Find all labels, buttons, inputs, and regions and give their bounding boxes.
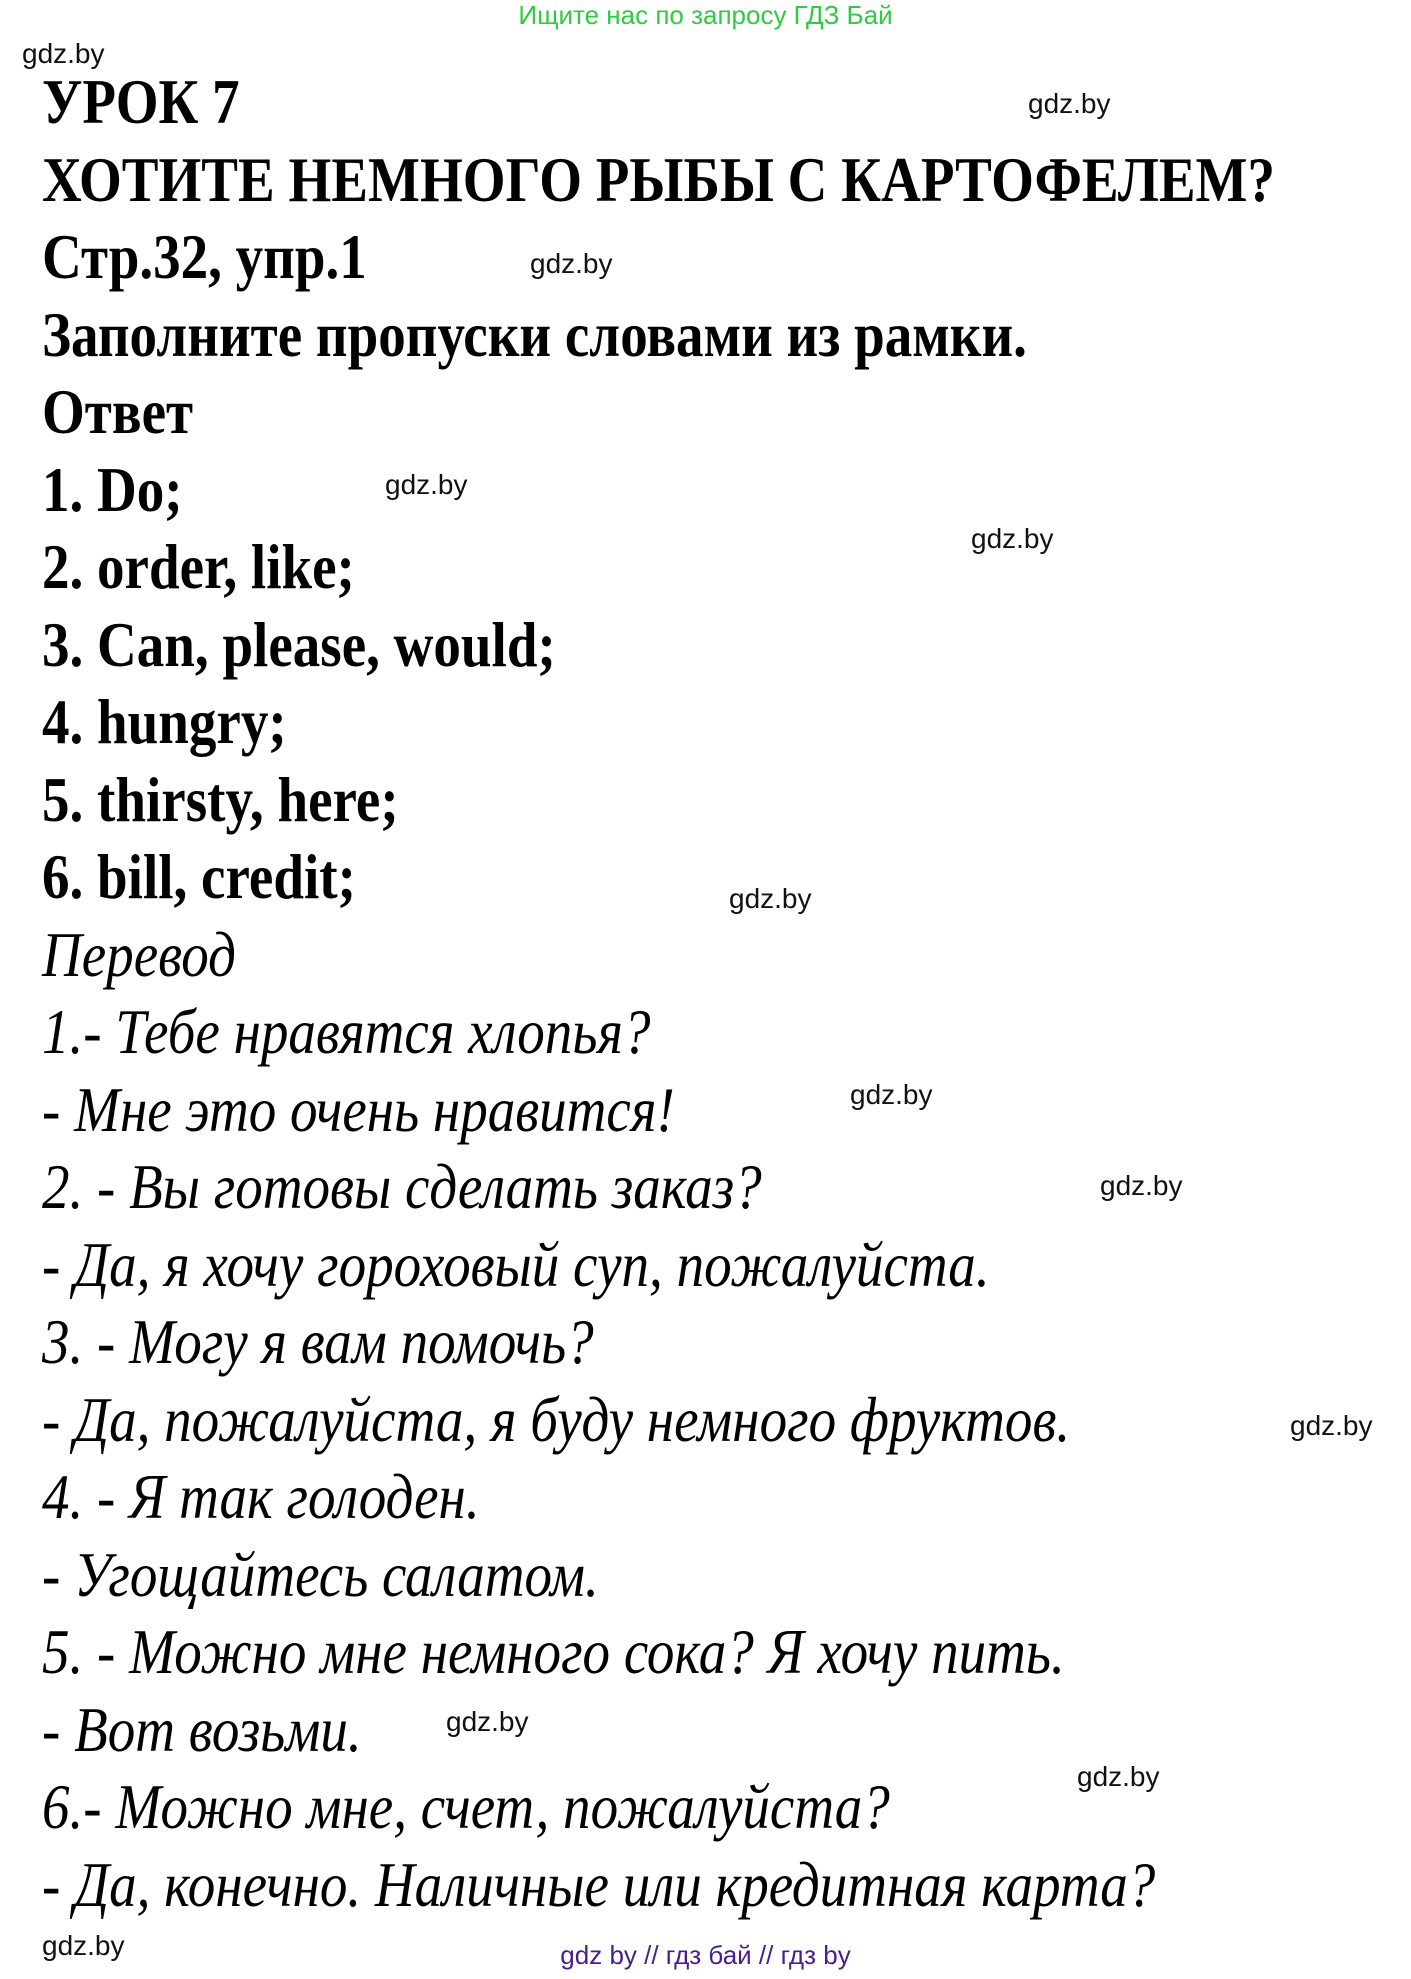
translation-line: - Да, я хочу гороховый суп, пожалуйста. [42, 1228, 990, 1300]
translation-line: - Да, конечно. Наличные или кредитная карта? [42, 1848, 1156, 1920]
page-exercise: Стр.32, упр.1 [42, 221, 367, 292]
translation-line: - Вот возьми. [42, 1693, 362, 1765]
translation-line: - Да, пожалуйста, я буду немного фруктов. [42, 1383, 1071, 1455]
watermark: gdz.by [1028, 88, 1111, 119]
watermark: gdz.by [971, 523, 1054, 554]
task-text: Заполните пропуски словами из рамки. [42, 298, 1027, 370]
watermark: gdz.by [1077, 1761, 1160, 1792]
translation-line: 2. - Вы готовы сделать заказ? [42, 1151, 762, 1222]
watermark: gdz.by [1100, 1170, 1183, 1201]
translation-line: 6.- Можно мне, счет, пожалуйста? [42, 1771, 890, 1842]
watermark: gdz.by [530, 248, 613, 279]
lesson-subtitle: ХОТИТЕ НЕМНОГО РЫБЫ С КАРТОФЕЛЕМ? [42, 143, 1276, 215]
answer-line: 3. Can, please, would; [42, 608, 556, 680]
translation-line: 3. - Могу я вам помочь? [42, 1306, 594, 1377]
translation-line: 5. - Можно мне немного сока? Я хочу пить. [42, 1616, 1065, 1687]
watermark: gdz.by [729, 883, 812, 914]
watermark: gdz.by [1290, 1410, 1373, 1441]
answer-label: Ответ [42, 376, 194, 447]
watermark: gdz.by [22, 38, 105, 69]
watermark: gdz.by [385, 469, 468, 500]
answer-line: 4. hungry; [42, 686, 287, 757]
answer-line: 6. bill, credit; [42, 841, 356, 912]
footer-links[interactable]: gdz by // гдз бай // гдз by [560, 1940, 851, 1970]
watermark: gdz.by [446, 1706, 529, 1737]
document-body [42, 63, 1411, 1923]
watermark: gdz.by [42, 1930, 125, 1961]
answer-line: 5. thirsty, here; [42, 763, 399, 835]
watermark: gdz.by [850, 1079, 933, 1110]
search-banner[interactable]: Ищите нас по запросу ГДЗ Бай [518, 0, 893, 30]
translation-label: Перевод [42, 918, 236, 990]
translation-line: 1.- Тебе нравятся хлопья? [42, 996, 651, 1067]
answer-line: 1. Do; [42, 453, 183, 525]
lesson-title: УРОК 7 [42, 66, 240, 137]
translation-line: 4. - Я так голоден. [42, 1461, 480, 1532]
answer-line: 2. order, like; [42, 531, 355, 602]
translation-line: - Угощайтесь салатом. [42, 1538, 599, 1610]
translation-line: - Мне это очень нравится! [42, 1073, 675, 1145]
